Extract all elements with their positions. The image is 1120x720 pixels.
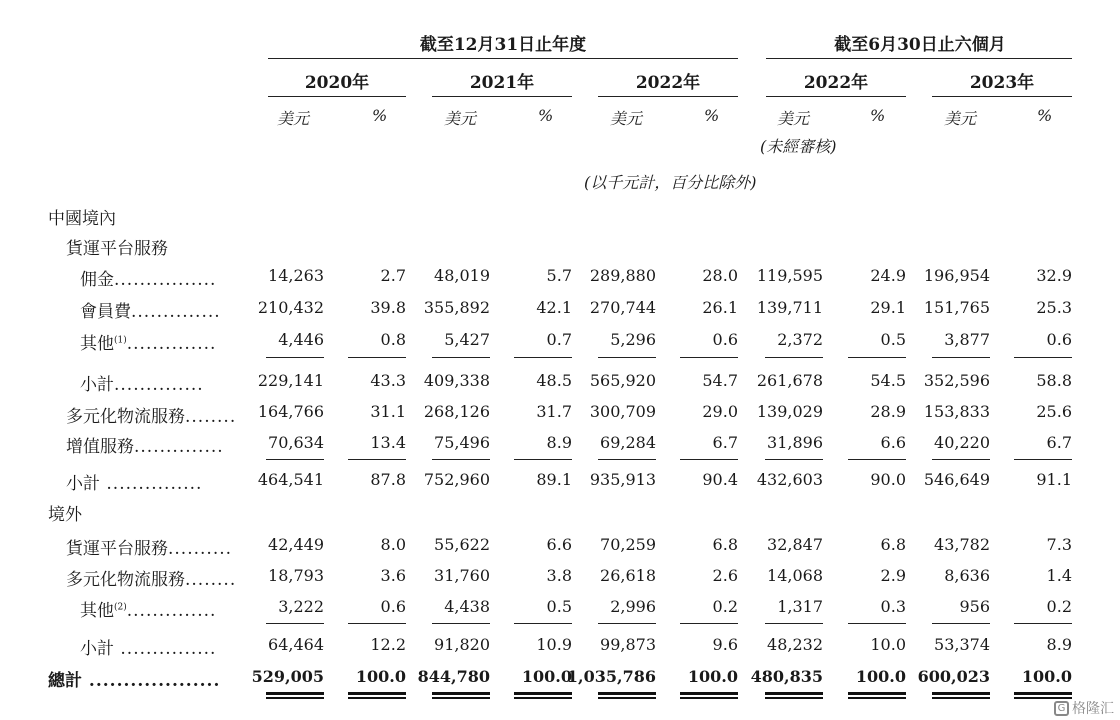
subtotal-rule xyxy=(266,459,324,460)
cell-pct: 10.9 xyxy=(536,635,572,654)
cell-total-value: 844,780 xyxy=(417,667,490,686)
cell-pct: 25.3 xyxy=(1036,298,1072,317)
cell-total-pct: 100.0 xyxy=(855,667,906,686)
cell-pct: 5.7 xyxy=(546,266,572,285)
cell-pct: 12.2 xyxy=(370,635,406,654)
cell-value: 565,920 xyxy=(589,371,656,390)
cell-value: 196,954 xyxy=(923,266,990,285)
cell-value: 3,877 xyxy=(944,330,990,349)
year-rule xyxy=(268,96,406,97)
subtotal-rule xyxy=(514,623,572,624)
cell-pct: 2.9 xyxy=(880,566,906,585)
subtotal-rule xyxy=(932,623,990,624)
row-label-overseas-subtotal: 小計 ............... xyxy=(80,639,217,659)
row-label-other-domestic: 其他$^{(1)}$.............. xyxy=(80,334,217,354)
row-label-logistics-domestic: 多元化物流服務........ xyxy=(66,407,237,427)
row-label-other-overseas: 其他$^{(2)}$.............. xyxy=(80,601,217,621)
cell-pct: 90.0 xyxy=(870,470,906,489)
year-header-2020: 2020年 xyxy=(304,73,370,93)
total-double-rule xyxy=(932,692,990,699)
cell-value: 409,338 xyxy=(423,371,490,390)
year-rule xyxy=(932,96,1072,97)
cell-pct: 0.5 xyxy=(546,597,572,616)
cell-pct: 32.9 xyxy=(1036,266,1072,285)
cell-pct: 0.3 xyxy=(880,597,906,616)
row-label-grand-total: 總計 ................... xyxy=(48,671,221,691)
subtotal-rule xyxy=(848,357,906,358)
cell-total-value: 529,005 xyxy=(251,667,324,686)
cell-pct: 89.1 xyxy=(536,470,572,489)
subtotal-rule xyxy=(680,357,738,358)
total-double-rule xyxy=(848,692,906,699)
cell-pct: 43.3 xyxy=(370,371,406,390)
unit-usd: 美元 xyxy=(444,109,477,128)
subtotal-rule xyxy=(598,357,656,358)
cell-total-value: 1,035,786 xyxy=(566,667,656,686)
cell-value: 2,996 xyxy=(610,597,656,616)
cell-value: 99,873 xyxy=(600,635,656,654)
cell-value: 18,793 xyxy=(268,566,324,585)
cell-value: 8,636 xyxy=(944,566,990,585)
watermark-text: 格隆汇 xyxy=(1072,701,1114,717)
group-header-annual: 截至12月31日止年度 xyxy=(419,35,587,55)
cell-value: 270,744 xyxy=(589,298,656,317)
subtotal-rule xyxy=(598,459,656,460)
row-label-freight-overseas: 貨運平台服務.......... xyxy=(66,539,233,559)
subtotal-rule xyxy=(432,623,490,624)
subtotal-rule xyxy=(266,357,324,358)
cell-pct: 6.7 xyxy=(1046,433,1072,452)
cell-value: 956 xyxy=(959,597,990,616)
cell-pct: 48.5 xyxy=(536,371,572,390)
cell-value: 229,141 xyxy=(257,371,324,390)
year-rule xyxy=(598,96,738,97)
cell-pct: 31.1 xyxy=(370,402,406,421)
cell-value: 153,833 xyxy=(923,402,990,421)
cell-pct: 1.4 xyxy=(1046,566,1072,585)
cell-value: 40,220 xyxy=(934,433,990,452)
cell-pct: 91.1 xyxy=(1036,470,1072,489)
cell-pct: 0.7 xyxy=(546,330,572,349)
cell-pct: 58.8 xyxy=(1036,371,1072,390)
row-label-logistics-overseas: 多元化物流服務........ xyxy=(66,570,237,590)
watermark-logo-icon: G xyxy=(1054,701,1069,716)
cell-pct: 25.6 xyxy=(1036,402,1072,421)
cell-pct: 9.6 xyxy=(712,635,738,654)
subtotal-rule xyxy=(765,357,823,358)
cell-value: 32,847 xyxy=(767,535,823,554)
cell-value: 464,541 xyxy=(257,470,324,489)
cell-total-pct: 100.0 xyxy=(1021,667,1072,686)
cell-pct: 0.6 xyxy=(712,330,738,349)
cell-value: 5,427 xyxy=(444,330,490,349)
cell-value: 69,284 xyxy=(600,433,656,452)
cell-total-value: 600,023 xyxy=(917,667,990,686)
subtotal-rule xyxy=(266,623,324,624)
subtotal-rule xyxy=(598,623,656,624)
cell-pct: 29.1 xyxy=(870,298,906,317)
cell-value: 355,892 xyxy=(423,298,490,317)
unit-pct: % xyxy=(870,106,886,125)
unit-pct: % xyxy=(1037,106,1053,125)
cell-pct: 10.0 xyxy=(870,635,906,654)
total-double-rule xyxy=(598,692,656,699)
cell-pct: 3.8 xyxy=(546,566,572,585)
unit-pct: % xyxy=(372,106,388,125)
subtotal-rule xyxy=(932,459,990,460)
subtotal-rule xyxy=(348,623,406,624)
cell-pct: 26.1 xyxy=(702,298,738,317)
subtotal-rule xyxy=(432,459,490,460)
cell-value: 3,222 xyxy=(278,597,324,616)
cell-value: 53,374 xyxy=(934,635,990,654)
cell-pct: 8.0 xyxy=(380,535,406,554)
unit-pct: % xyxy=(538,106,554,125)
cell-pct: 6.8 xyxy=(712,535,738,554)
cell-pct: 39.8 xyxy=(370,298,406,317)
cell-pct: 13.4 xyxy=(370,433,406,452)
cell-value: 2,372 xyxy=(777,330,823,349)
cell-value: 48,232 xyxy=(767,635,823,654)
cell-value: 352,596 xyxy=(923,371,990,390)
section-domestic: 中國境內 xyxy=(48,209,116,229)
cell-value: 119,595 xyxy=(756,266,823,285)
cell-pct: 42.1 xyxy=(536,298,572,317)
subtotal-rule xyxy=(348,357,406,358)
cell-pct: 54.5 xyxy=(870,371,906,390)
unit-usd: 美元 xyxy=(277,109,310,128)
cell-value: 4,438 xyxy=(444,597,490,616)
unit-usd: 美元 xyxy=(777,109,810,128)
cell-value: 935,913 xyxy=(589,470,656,489)
cell-value: 289,880 xyxy=(589,266,656,285)
section-freight-platform: 貨運平台服務 xyxy=(66,239,168,259)
subtotal-rule xyxy=(848,623,906,624)
cell-pct: 28.9 xyxy=(870,402,906,421)
cell-value: 31,760 xyxy=(434,566,490,585)
cell-value: 14,068 xyxy=(767,566,823,585)
cell-pct: 90.4 xyxy=(702,470,738,489)
cell-total-pct: 100.0 xyxy=(687,667,738,686)
cell-pct: 0.6 xyxy=(380,597,406,616)
cell-pct: 0.2 xyxy=(712,597,738,616)
cell-value: 1,317 xyxy=(777,597,823,616)
unaudited-note: (未經審核) xyxy=(760,137,837,156)
subtotal-rule xyxy=(680,459,738,460)
cell-pct: 29.0 xyxy=(702,402,738,421)
cell-value: 70,259 xyxy=(600,535,656,554)
cell-value: 31,896 xyxy=(767,433,823,452)
year-header-2022-h1: 2022年 xyxy=(803,73,869,93)
year-rule xyxy=(432,96,572,97)
cell-pct: 2.6 xyxy=(712,566,738,585)
group-rule-sixmonths xyxy=(766,58,1072,59)
unit-usd: 美元 xyxy=(610,109,643,128)
cell-total-value: 480,835 xyxy=(750,667,823,686)
cell-value: 64,464 xyxy=(268,635,324,654)
cell-pct: 24.9 xyxy=(870,266,906,285)
subtotal-rule xyxy=(932,357,990,358)
section-overseas: 境外 xyxy=(48,505,82,525)
cell-value: 5,296 xyxy=(610,330,656,349)
cell-value: 42,449 xyxy=(268,535,324,554)
cell-value: 151,765 xyxy=(923,298,990,317)
row-label-membership: 會員費.............. xyxy=(80,302,221,322)
cell-pct: 0.8 xyxy=(380,330,406,349)
watermark xyxy=(1054,698,1114,718)
cell-value: 91,820 xyxy=(434,635,490,654)
row-label-freight-subtotal: 小計.............. xyxy=(80,375,204,395)
year-header-2023-h1: 2023年 xyxy=(969,73,1035,93)
subtotal-rule xyxy=(848,459,906,460)
cell-pct: 2.7 xyxy=(380,266,406,285)
cell-pct: 87.8 xyxy=(370,470,406,489)
group-header-sixmonths: 截至6月30日止六個月 xyxy=(834,35,1006,55)
unit-usd: 美元 xyxy=(944,109,977,128)
cell-value: 55,622 xyxy=(434,535,490,554)
subtotal-rule xyxy=(1014,623,1072,624)
cell-total-pct: 100.0 xyxy=(521,667,572,686)
subtotal-rule xyxy=(765,623,823,624)
cell-value: 432,603 xyxy=(756,470,823,489)
cell-pct: 0.2 xyxy=(1046,597,1072,616)
cell-pct: 6.6 xyxy=(880,433,906,452)
unit-pct: % xyxy=(704,106,720,125)
subtotal-rule xyxy=(432,357,490,358)
subtotal-rule xyxy=(514,357,572,358)
cell-value: 752,960 xyxy=(423,470,490,489)
cell-value: 164,766 xyxy=(257,402,324,421)
cell-value: 300,709 xyxy=(589,402,656,421)
subtotal-rule xyxy=(765,459,823,460)
total-double-rule xyxy=(514,692,572,699)
cell-value: 26,618 xyxy=(600,566,656,585)
cell-value: 14,263 xyxy=(268,266,324,285)
cell-value: 139,711 xyxy=(756,298,823,317)
row-label-commission: 佣金................ xyxy=(80,270,217,290)
cell-pct: 6.6 xyxy=(546,535,572,554)
total-double-rule xyxy=(266,692,324,699)
total-double-rule xyxy=(348,692,406,699)
cell-pct: 6.8 xyxy=(880,535,906,554)
cell-pct: 28.0 xyxy=(702,266,738,285)
cell-value: 210,432 xyxy=(257,298,324,317)
cell-pct: 3.6 xyxy=(380,566,406,585)
cell-pct: 0.6 xyxy=(1046,330,1072,349)
subtotal-rule xyxy=(348,459,406,460)
subtotal-rule xyxy=(680,623,738,624)
cell-value: 75,496 xyxy=(434,433,490,452)
cell-pct: 7.3 xyxy=(1046,535,1072,554)
year-header-2022: 2022年 xyxy=(635,73,701,93)
subtotal-rule xyxy=(1014,459,1072,460)
cell-value: 43,782 xyxy=(934,535,990,554)
group-rule-annual xyxy=(268,58,738,59)
cell-pct: 8.9 xyxy=(1046,635,1072,654)
cell-pct: 6.7 xyxy=(712,433,738,452)
total-double-rule xyxy=(765,692,823,699)
cell-pct: 8.9 xyxy=(546,433,572,452)
total-double-rule xyxy=(432,692,490,699)
cell-value: 4,446 xyxy=(278,330,324,349)
cell-value: 261,678 xyxy=(756,371,823,390)
year-header-2021: 2021年 xyxy=(469,73,535,93)
subtotal-rule xyxy=(1014,357,1072,358)
row-label-value-added: 增值服務.............. xyxy=(66,437,224,457)
cell-value: 48,019 xyxy=(434,266,490,285)
cell-value: 546,649 xyxy=(923,470,990,489)
total-double-rule xyxy=(680,692,738,699)
row-label-domestic-subtotal: 小計 ............... xyxy=(66,474,203,494)
year-rule xyxy=(766,96,906,97)
subtotal-rule xyxy=(514,459,572,460)
cell-pct: 31.7 xyxy=(536,402,572,421)
cell-value: 139,029 xyxy=(756,402,823,421)
unit-note: (以千元計，百分比除外) xyxy=(584,173,757,192)
cell-pct: 0.5 xyxy=(880,330,906,349)
cell-value: 268,126 xyxy=(423,402,490,421)
cell-pct: 54.7 xyxy=(702,371,738,390)
cell-total-pct: 100.0 xyxy=(355,667,406,686)
cell-value: 70,634 xyxy=(268,433,324,452)
